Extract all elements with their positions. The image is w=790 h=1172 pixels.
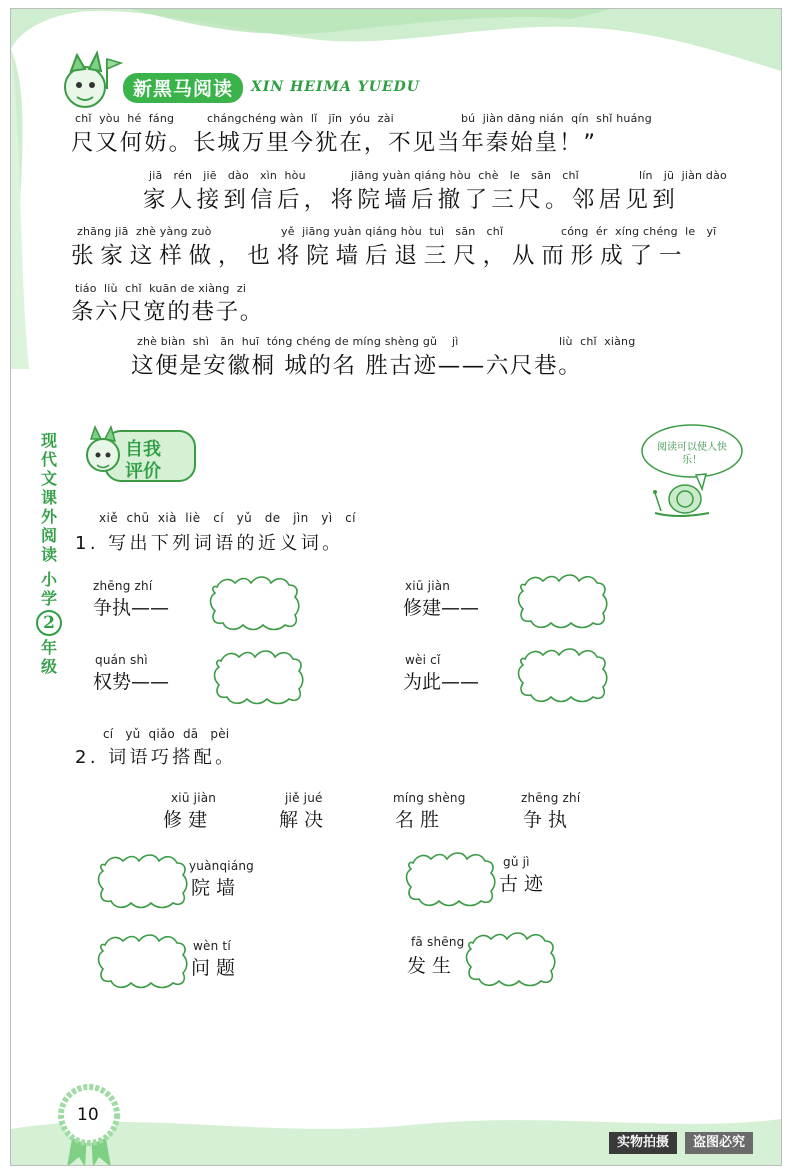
q2-option-pinyin: jiě jué xyxy=(285,791,323,805)
footer-label-left: 实物拍摄 xyxy=(609,1132,677,1154)
q2-pair-pinyin: wèn tí xyxy=(193,939,231,953)
brand-title: 新黑马阅读 xyxy=(123,73,243,103)
pinyin-line: zhè biàn shì ān huī tóng chéng de míng shèng gǔ jì xyxy=(137,335,459,348)
pinyin-line: chángchéng wàn lǐ jīn yóu zài xyxy=(207,112,394,125)
section-title-line1: 自我 xyxy=(125,439,161,460)
pinyin-line: tiáo liù chǐ kuān de xiàng zi xyxy=(75,282,247,295)
q1-item-pinyin: xiū jiàn xyxy=(405,579,451,593)
level-label: 小学 xyxy=(40,570,57,608)
q2-option-word: 修 建 xyxy=(163,809,208,831)
horse-mascot-icon xyxy=(55,49,125,113)
answer-blank[interactable] xyxy=(95,851,191,911)
q1-item-word: 为此—— xyxy=(403,671,480,693)
q1-item-pinyin: quán shì xyxy=(95,653,148,667)
q2-prompt: 2. 词语巧搭配。 xyxy=(75,747,237,768)
q1-item-word: 权势—— xyxy=(93,671,170,693)
q1-item-word: 修建—— xyxy=(403,597,480,619)
q2-pair-word: 院 墙 xyxy=(191,877,236,899)
q2-pair-pinyin: gǔ jì xyxy=(503,855,530,869)
pinyin-line: liù chǐ xiàng xyxy=(559,335,636,348)
q2-pair-word: 发 生 xyxy=(407,955,452,977)
q1-prompt: 1. 写出下列词语的近义词。 xyxy=(75,533,344,554)
page-number: 10 xyxy=(77,1105,99,1125)
q2-option-pinyin: míng shèng xyxy=(393,791,466,805)
q2-option-word: 争 执 xyxy=(523,809,568,831)
brand-subtitle: XIN HEIMA YUEDU xyxy=(251,79,420,95)
answer-blank[interactable] xyxy=(211,647,307,707)
pinyin-line: lín jū jiàn dào xyxy=(639,169,727,182)
answer-blank[interactable] xyxy=(95,931,191,991)
answer-blank[interactable] xyxy=(207,573,303,633)
q2-option-word: 名 胜 xyxy=(395,809,440,831)
q1-pinyin: xiě chū xià liè cí yǔ de jìn yì cí xyxy=(99,511,356,525)
q2-pair-word: 古 迹 xyxy=(499,873,544,895)
series-title: 现 代 文 课 外 阅 读 xyxy=(40,431,57,564)
q2-option-pinyin: zhēng zhí xyxy=(521,791,581,805)
section-title-line2: 评价 xyxy=(125,461,161,482)
footer-label-right: 盗图必究 xyxy=(685,1132,753,1154)
q1-item-word: 争执—— xyxy=(93,597,170,619)
passage-line-1: 尺又何妨。长城万里今犹在，不见当年秦始皇！” xyxy=(71,130,597,156)
q2-option-word: 解 决 xyxy=(279,809,324,831)
pinyin-line: zhāng jiā zhè yàng zuò xyxy=(77,225,212,238)
workbook-page xyxy=(10,8,782,1166)
q1-item-pinyin: zhēng zhí xyxy=(93,579,153,593)
section-title xyxy=(125,439,161,483)
answer-blank[interactable] xyxy=(515,571,611,631)
pinyin-line: bú jiàn dāng nián qín shǐ huáng xyxy=(461,112,652,125)
q2-option-pinyin: xiū jiàn xyxy=(171,791,217,805)
pinyin-line: cóng ér xíng chéng le yī xyxy=(561,225,717,238)
grade-number: 2 xyxy=(36,610,62,636)
passage-line-2: 家人接到信后，将院墙后撤了三尺。邻居见到 xyxy=(143,187,680,213)
q2-pair-pinyin: fā shēng xyxy=(411,935,465,949)
q2-pinyin: cí yǔ qiǎo dā pèi xyxy=(103,727,230,741)
answer-blank[interactable] xyxy=(515,645,611,705)
passage-line-5: 这便是安徽桐 城的名 胜古迹——六尺巷。 xyxy=(131,353,583,379)
q1-item-pinyin: wèi cǐ xyxy=(405,653,441,667)
bubble-text: 阅读可以使人快乐！ xyxy=(657,442,727,466)
q2-pair-word: 问 题 xyxy=(191,957,236,979)
pinyin-line: yě jiāng yuàn qiáng hòu tuì sān chǐ xyxy=(281,225,504,238)
snail-icon xyxy=(647,475,717,521)
q2-pair-pinyin: yuànqiáng xyxy=(189,859,254,873)
pinyin-line: jiāng yuàn qiáng hòu chè le sān chǐ xyxy=(351,169,579,182)
side-title xyxy=(37,431,61,676)
grade-suffix: 年 级 xyxy=(40,638,57,676)
pinyin-line: jiā rén jiē dào xìn hòu xyxy=(149,169,306,182)
passage-line-4: 条六尺宽的巷子。 xyxy=(71,299,264,325)
passage-line-3: 张家这样做，也将院墙后退三尺，从而形成了一 xyxy=(71,243,689,269)
pinyin-line: chǐ yòu hé fáng xyxy=(75,112,175,125)
answer-blank[interactable] xyxy=(463,929,559,989)
answer-blank[interactable] xyxy=(403,849,499,909)
